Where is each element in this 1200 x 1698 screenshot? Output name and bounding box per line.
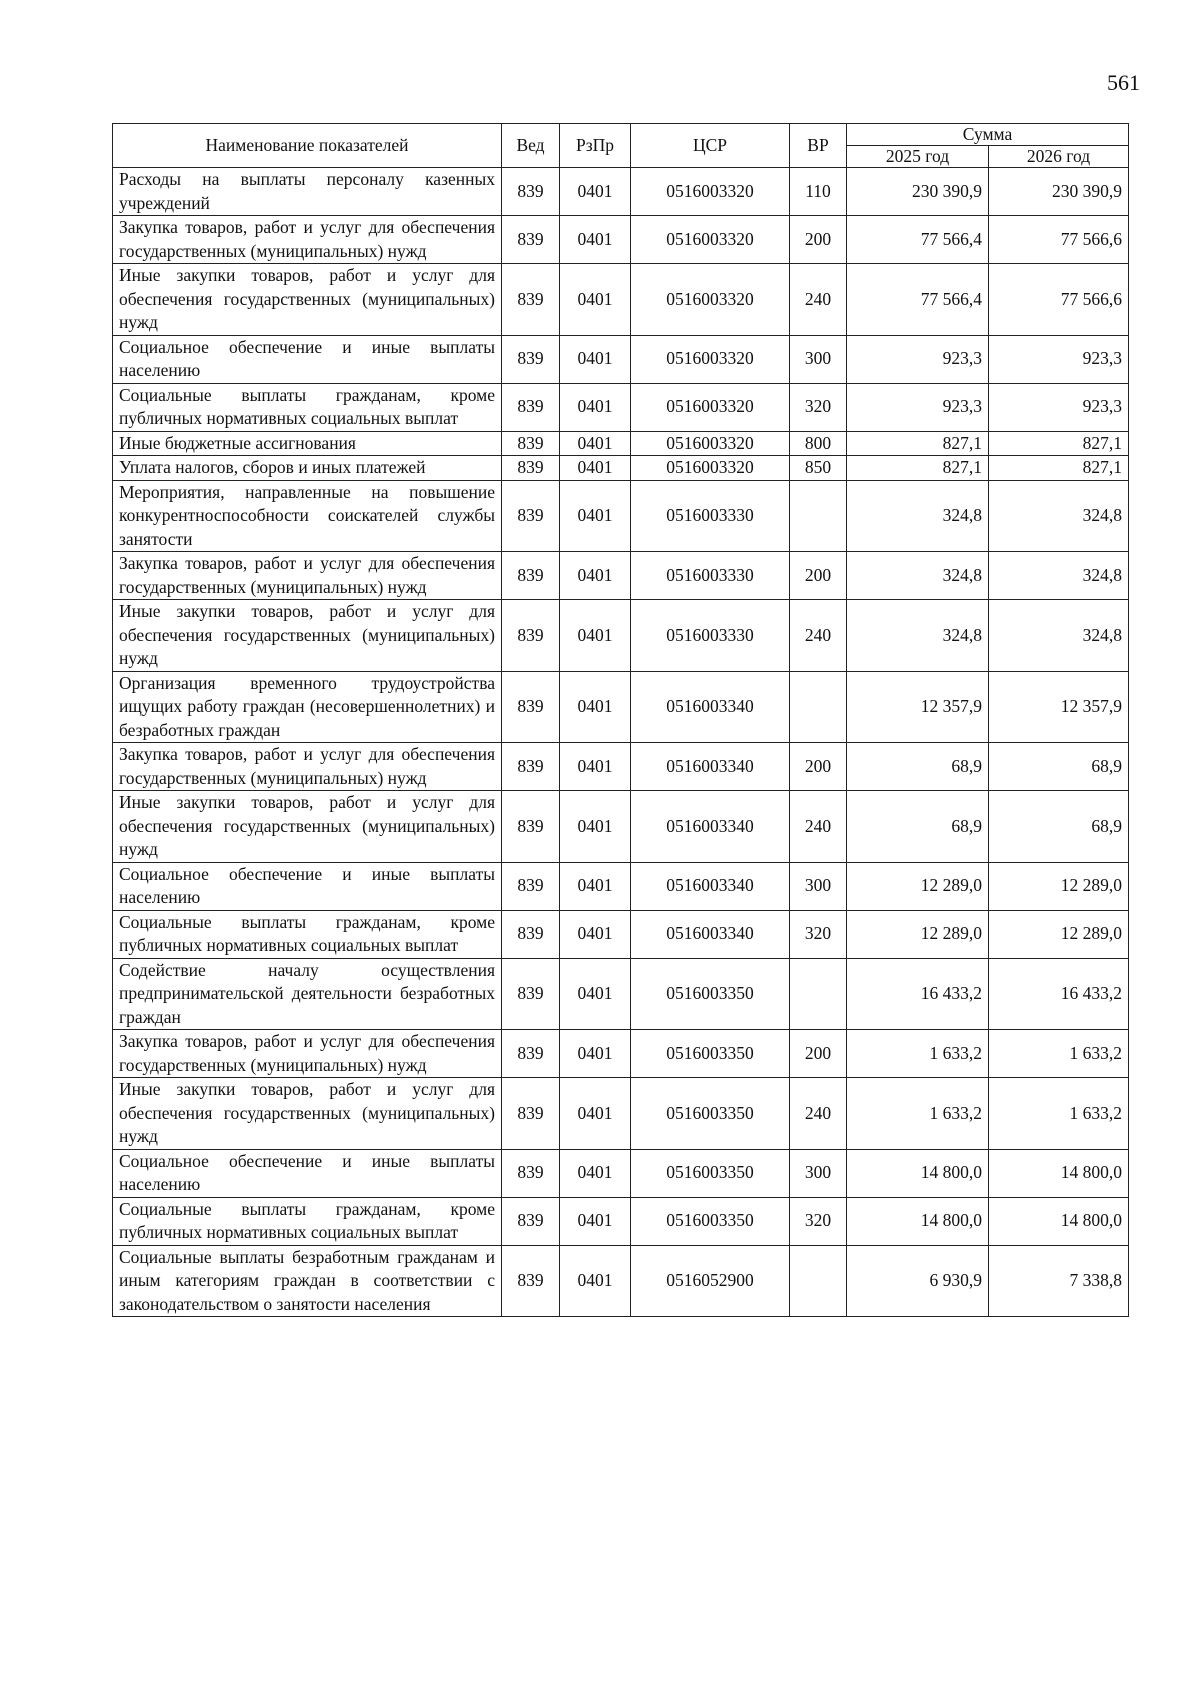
indicator-name: Иные бюджетные ассигнования: [113, 431, 502, 456]
vr-code: [790, 958, 847, 1030]
amount-2025: 827,1: [847, 431, 989, 456]
amount-2026: 12 289,0: [989, 910, 1129, 958]
amount-2025: 77 566,4: [847, 216, 989, 264]
amount-2025: 16 433,2: [847, 958, 989, 1030]
vr-code: 200: [790, 1030, 847, 1078]
rzpr-code: 0401: [560, 671, 631, 743]
header-ved: Вед: [502, 124, 560, 168]
ved-code: 839: [502, 456, 560, 481]
csr-code: 0516003340: [631, 671, 790, 743]
table-row: [113, 264, 1129, 336]
header-vr: ВР: [790, 124, 847, 168]
csr-code: 0516003320: [631, 216, 790, 264]
table-row: [113, 335, 1129, 383]
csr-code: 0516003320: [631, 168, 790, 216]
ved-code: 839: [502, 264, 560, 336]
amount-2026: 923,3: [989, 335, 1129, 383]
rzpr-code: 0401: [560, 1030, 631, 1078]
header-rzpr: РзПр: [560, 124, 631, 168]
table-row: [113, 1245, 1129, 1317]
indicator-name: Социальные выплаты гражданам, кроме публичных нормативных социальных выплат: [113, 910, 502, 958]
table-row: [113, 1149, 1129, 1197]
ved-code: 839: [502, 910, 560, 958]
rzpr-code: 0401: [560, 216, 631, 264]
csr-code: 0516003320: [631, 383, 790, 431]
rzpr-code: 0401: [560, 552, 631, 600]
rzpr-code: 0401: [560, 264, 631, 336]
vr-code: 320: [790, 383, 847, 431]
indicator-name: Иные закупки товаров, работ и услуг для обеспечения государственных (муниципальных) нужд: [113, 264, 502, 336]
vr-code: 110: [790, 168, 847, 216]
amount-2026: 12 357,9: [989, 671, 1129, 743]
vr-code: 240: [790, 600, 847, 672]
csr-code: 0516003320: [631, 264, 790, 336]
rzpr-code: 0401: [560, 431, 631, 456]
csr-code: 0516003340: [631, 910, 790, 958]
amount-2025: 827,1: [847, 456, 989, 481]
indicator-name: Иные закупки товаров, работ и услуг для обеспечения государственных (муниципальных) нужд: [113, 1078, 502, 1150]
rzpr-code: 0401: [560, 1197, 631, 1245]
budget-table: [112, 123, 1129, 1317]
vr-code: 200: [790, 743, 847, 791]
rzpr-code: 0401: [560, 791, 631, 863]
amount-2026: 923,3: [989, 383, 1129, 431]
vr-code: 240: [790, 791, 847, 863]
amount-2026: 14 800,0: [989, 1197, 1129, 1245]
ved-code: 839: [502, 1245, 560, 1317]
indicator-name: Содействие началу осуществления предпринимательской деятельности безработных граждан: [113, 958, 502, 1030]
amount-2026: 827,1: [989, 456, 1129, 481]
amount-2026: 7 338,8: [989, 1245, 1129, 1317]
amount-2025: 12 289,0: [847, 862, 989, 910]
header-sum: Сумма: [847, 124, 1129, 146]
vr-code: [790, 671, 847, 743]
ved-code: 839: [502, 600, 560, 672]
ved-code: 839: [502, 168, 560, 216]
ved-code: 839: [502, 552, 560, 600]
amount-2025: 923,3: [847, 383, 989, 431]
amount-2025: 324,8: [847, 600, 989, 672]
rzpr-code: 0401: [560, 600, 631, 672]
table-row: [113, 1030, 1129, 1078]
rzpr-code: 0401: [560, 168, 631, 216]
indicator-name: Социальные выплаты гражданам, кроме публичных нормативных социальных выплат: [113, 383, 502, 431]
vr-code: 300: [790, 862, 847, 910]
rzpr-code: 0401: [560, 910, 631, 958]
table-row: [113, 1197, 1129, 1245]
csr-code: 0516003350: [631, 1078, 790, 1150]
amount-2026: 68,9: [989, 743, 1129, 791]
vr-code: 800: [790, 431, 847, 456]
rzpr-code: 0401: [560, 1078, 631, 1150]
indicator-name: Социальное обеспечение и иные выплаты населению: [113, 862, 502, 910]
rzpr-code: 0401: [560, 1149, 631, 1197]
csr-code: 0516003350: [631, 958, 790, 1030]
vr-code: 200: [790, 552, 847, 600]
table-row: [113, 671, 1129, 743]
rzpr-code: 0401: [560, 743, 631, 791]
ved-code: 839: [502, 743, 560, 791]
table-row: [113, 552, 1129, 600]
ved-code: 839: [502, 958, 560, 1030]
csr-code: 0516003340: [631, 791, 790, 863]
ved-code: 839: [502, 671, 560, 743]
vr-code: 320: [790, 1197, 847, 1245]
table-header: [113, 124, 1129, 168]
table-row: [113, 168, 1129, 216]
indicator-name: Иные закупки товаров, работ и услуг для обеспечения государственных (муниципальных) нужд: [113, 600, 502, 672]
indicator-name: Закупка товаров, работ и услуг для обеспечения государственных (муниципальных) нужд: [113, 552, 502, 600]
amount-2025: 14 800,0: [847, 1149, 989, 1197]
indicator-name: Уплата налогов, сборов и иных платежей: [113, 456, 502, 481]
amount-2025: 68,9: [847, 743, 989, 791]
indicator-name: Социальное обеспечение и иные выплаты населению: [113, 1149, 502, 1197]
amount-2025: 12 357,9: [847, 671, 989, 743]
table-row: [113, 791, 1129, 863]
ved-code: 839: [502, 431, 560, 456]
table-row: [113, 216, 1129, 264]
header-2025: 2025 год: [847, 146, 989, 168]
vr-code: 850: [790, 456, 847, 481]
indicator-name: Социальное обеспечение и иные выплаты населению: [113, 335, 502, 383]
amount-2026: 16 433,2: [989, 958, 1129, 1030]
indicator-name: Закупка товаров, работ и услуг для обеспечения государственных (муниципальных) нужд: [113, 216, 502, 264]
rzpr-code: 0401: [560, 383, 631, 431]
table-row: [113, 910, 1129, 958]
csr-code: 0516003330: [631, 600, 790, 672]
ved-code: 839: [502, 383, 560, 431]
table-row: [113, 480, 1129, 552]
amount-2026: 827,1: [989, 431, 1129, 456]
vr-code: 240: [790, 264, 847, 336]
amount-2025: 68,9: [847, 791, 989, 863]
amount-2025: 324,8: [847, 552, 989, 600]
ved-code: 839: [502, 1078, 560, 1150]
csr-code: 0516003350: [631, 1030, 790, 1078]
amount-2026: 68,9: [989, 791, 1129, 863]
csr-code: 0516003350: [631, 1149, 790, 1197]
vr-code: 240: [790, 1078, 847, 1150]
indicator-name: Социальные выплаты безработным гражданам и иным категориям граждан в соответствии с законодательством о занятости населения: [113, 1245, 502, 1317]
table-row: [113, 958, 1129, 1030]
vr-code: [790, 480, 847, 552]
ved-code: 839: [502, 1149, 560, 1197]
csr-code: 0516003340: [631, 862, 790, 910]
indicator-name: Организация временного трудоустройства ищущих работу граждан (несовершеннолетних) и безработных граждан: [113, 671, 502, 743]
amount-2025: 77 566,4: [847, 264, 989, 336]
csr-code: 0516003330: [631, 552, 790, 600]
indicator-name: Закупка товаров, работ и услуг для обеспечения государственных (муниципальных) нужд: [113, 1030, 502, 1078]
csr-code: 0516003350: [631, 1197, 790, 1245]
amount-2026: 230 390,9: [989, 168, 1129, 216]
amount-2025: 1 633,2: [847, 1078, 989, 1150]
csr-code: 0516052900: [631, 1245, 790, 1317]
amount-2026: 1 633,2: [989, 1078, 1129, 1150]
indicator-name: Закупка товаров, работ и услуг для обеспечения государственных (муниципальных) нужд: [113, 743, 502, 791]
csr-code: 0516003330: [631, 480, 790, 552]
table-row: [113, 1078, 1129, 1150]
ved-code: 839: [502, 1197, 560, 1245]
amount-2025: 6 930,9: [847, 1245, 989, 1317]
ved-code: 839: [502, 335, 560, 383]
ved-code: 839: [502, 791, 560, 863]
amount-2026: 77 566,6: [989, 216, 1129, 264]
header-csr: ЦСР: [631, 124, 790, 168]
rzpr-code: 0401: [560, 1245, 631, 1317]
csr-code: 0516003320: [631, 456, 790, 481]
vr-code: 320: [790, 910, 847, 958]
indicator-name: Социальные выплаты гражданам, кроме публичных нормативных социальных выплат: [113, 1197, 502, 1245]
vr-code: 300: [790, 1149, 847, 1197]
ved-code: 839: [502, 480, 560, 552]
ved-code: 839: [502, 862, 560, 910]
table-row: [113, 431, 1129, 456]
amount-2026: 12 289,0: [989, 862, 1129, 910]
rzpr-code: 0401: [560, 862, 631, 910]
amount-2026: 77 566,6: [989, 264, 1129, 336]
table-body: [113, 168, 1129, 1317]
rzpr-code: 0401: [560, 480, 631, 552]
ved-code: 839: [502, 216, 560, 264]
amount-2025: 1 633,2: [847, 1030, 989, 1078]
amount-2026: 324,8: [989, 552, 1129, 600]
page-number: 561: [1107, 70, 1140, 95]
table-row: [113, 600, 1129, 672]
amount-2026: 324,8: [989, 600, 1129, 672]
table-row: [113, 383, 1129, 431]
vr-code: 300: [790, 335, 847, 383]
rzpr-code: 0401: [560, 335, 631, 383]
table-row: [113, 456, 1129, 481]
header-name: Наименование показателей: [113, 124, 502, 168]
table-row: [113, 862, 1129, 910]
indicator-name: Иные закупки товаров, работ и услуг для обеспечения государственных (муниципальных) нужд: [113, 791, 502, 863]
amount-2026: 324,8: [989, 480, 1129, 552]
amount-2026: 14 800,0: [989, 1149, 1129, 1197]
amount-2026: 1 633,2: [989, 1030, 1129, 1078]
amount-2025: 12 289,0: [847, 910, 989, 958]
indicator-name: Мероприятия, направленные на повышение конкурентноспособности соискателей службы занятости: [113, 480, 502, 552]
header-2026: 2026 год: [989, 146, 1129, 168]
vr-code: 200: [790, 216, 847, 264]
csr-code: 0516003340: [631, 743, 790, 791]
rzpr-code: 0401: [560, 456, 631, 481]
csr-code: 0516003320: [631, 335, 790, 383]
table-row: [113, 743, 1129, 791]
amount-2025: 324,8: [847, 480, 989, 552]
amount-2025: 230 390,9: [847, 168, 989, 216]
vr-code: [790, 1245, 847, 1317]
indicator-name: Расходы на выплаты персоналу казенных учреждений: [113, 168, 502, 216]
amount-2025: 923,3: [847, 335, 989, 383]
amount-2025: 14 800,0: [847, 1197, 989, 1245]
ved-code: 839: [502, 1030, 560, 1078]
csr-code: 0516003320: [631, 431, 790, 456]
rzpr-code: 0401: [560, 958, 631, 1030]
